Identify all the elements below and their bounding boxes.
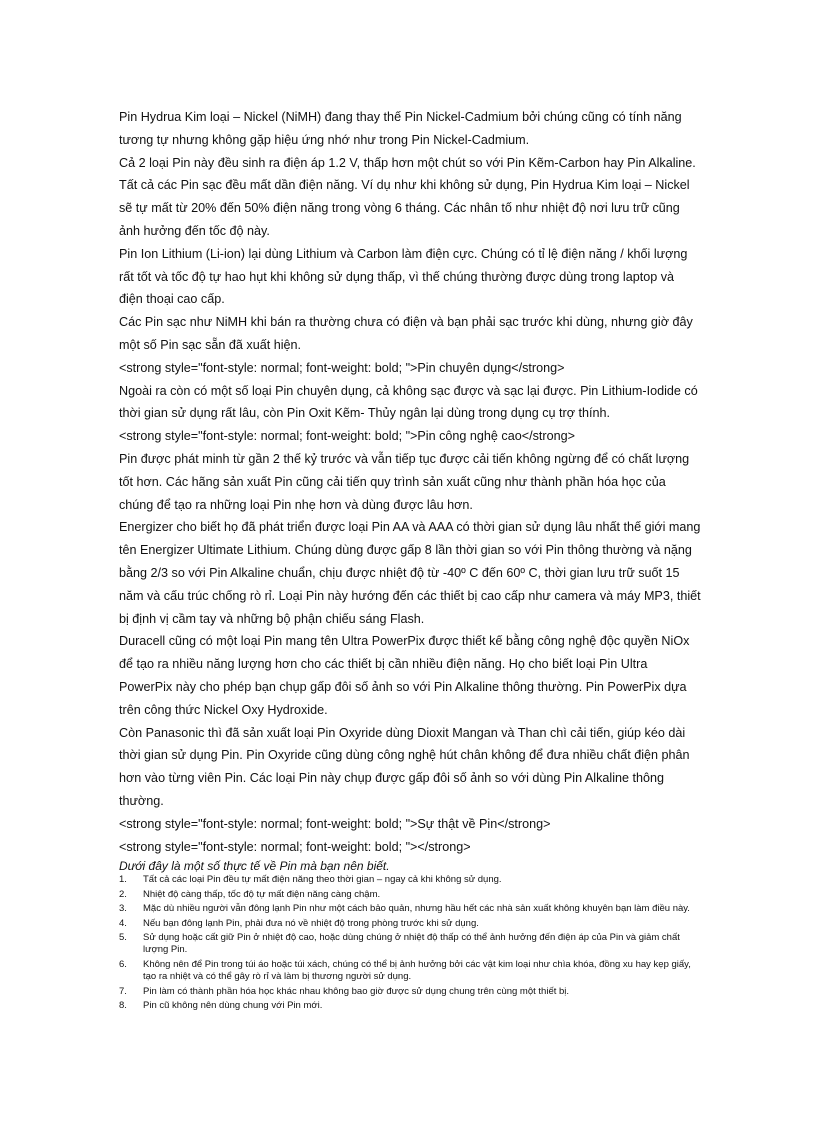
paragraph-voltage: Cả 2 loại Pin này đều sinh ra điện áp 1.2 V, thấp hơn một chút so với Pin Kẽm-Carbon hay Pin Alkaline. Tất cả các Pin sạc đều mất dần điện năng. Ví dụ như khi không sử dụng, Pin Hydrua Kim loại – Nickel sẽ tự mất từ 20% đến 50% điện năng trong vòng 6 tháng. Các nhân tố như nhiệt độ nơi lưu trữ cũng ảnh hưởng đến tốc độ này. xyxy=(119,155,696,238)
raw-heading-specialized: <strong style="font-style: normal; font-weight: bold; ">Pin chuyên dụng</strong> xyxy=(119,360,565,375)
raw-heading-facts: <strong style="font-style: normal; font-weight: bold; ">Sự thật về Pin</strong> xyxy=(119,816,551,831)
list-text: Sử dụng hoặc cất giữ Pin ở nhiệt độ cao, hoặc dùng chúng ở nhiệt độ thấp có thể ảnh hưởng đến điện áp của Pin và giảm chất lượng Pin. xyxy=(143,931,680,956)
paragraph-specialized: Ngoài ra còn có một số loại Pin chuyên dụng, cả không sạc được và sạc lại được. Pin Lithium-Iodide có thời gian sử dụng rất lâu, còn Pin Oxit Kẽm- Thủy ngân lại dùng trong dụng cụ trợ thính. xyxy=(119,383,698,421)
list-number: 3. xyxy=(119,903,127,915)
raw-heading-empty: <strong style="font-style: normal; font-weight: bold; "></strong> xyxy=(119,839,471,854)
list-number: 6. xyxy=(119,958,127,970)
list-number: 2. xyxy=(119,888,127,900)
raw-heading-hightech: <strong style="font-style: normal; font-weight: bold; ">Pin công nghệ cao</strong> xyxy=(119,429,575,444)
list-text: Mặc dù nhiều người vẫn đông lạnh Pin như một cách bảo quản, nhưng hầu hết các nhà sản xuất không khuyên bạn làm điều này. xyxy=(143,903,690,915)
list-item xyxy=(119,889,701,901)
list-text: Tất cả các loại Pin đều tự mất điện năng theo thời gian – ngay cả khi không sử dụng. xyxy=(143,874,502,886)
list-item xyxy=(119,903,701,915)
list-text: Không nên để Pin trong túi áo hoặc túi xách, chúng có thể bị ảnh hưởng bởi các vật kim loại như chìa khóa, đồng xu hay kẹp giấy, tạo ra nhiệt và có thể gây rò rỉ và làm bị thương người sử dụng. xyxy=(143,958,691,983)
paragraph-li-ion: Pin Ion Lithium (Li-ion) lại dùng Lithium và Carbon làm điện cực. Chúng có tỉ lệ điện năng / khối lượng rất tốt và tốc độ tự hao hụt khi không sử dụng thấp, vì thế chúng thường được dùng trong laptop và điện thoại cao cấp. xyxy=(119,246,688,307)
list-number: 5. xyxy=(119,931,127,943)
document-body xyxy=(119,106,701,1014)
list-item xyxy=(119,874,701,886)
list-text: Pin làm có thành phần hóa học khác nhau không bao giờ được sử dụng chung trên cùng một thiết bị. xyxy=(143,985,570,997)
paragraph-panasonic: Còn Panasonic thì đã sản xuất loại Pin Oxyride dùng Dioxit Mangan và Than chì cải tiến, giúp kéo dài thời gian sử dụng Pin. Pin Oxyride cũng dùng công nghệ hút chân không để đưa nhiều chất điện phân hơn vào từng viên Pin. Các loại Pin này chụp được gấp đôi số ảnh so với dùng Pin Alkaline thông thường. xyxy=(119,725,690,808)
list-number: 7. xyxy=(119,985,127,997)
list-number: 1. xyxy=(119,874,127,886)
list-text: Nếu bạn đông lạnh Pin, phải đưa nó về nhiệt độ trong phòng trước khi sử dụng. xyxy=(143,917,479,929)
paragraph-duracell: Duracell cũng có một loại Pin mang tên Ultra PowerPix được thiết kế bằng công nghệ độc quyền NiOx để tạo ra nhiều năng lượng hơn cho các thiết bị cần nhiều điện năng. Họ cho biết loại Pin Ultra PowerPix này cho phép bạn chụp gấp đôi số ảnh so với Pin Alkaline thông thường. Pin PowerPix dựa trên công thức Nickel Oxy Hydroxide. xyxy=(119,634,690,717)
paragraph-nimh: Pin Hydrua Kim loại – Nickel (NiMH) đang thay thế Pin Nickel-Cadmium bởi chúng cũng có tính năng tương tự nhưng không gặp hiệu ứng nhớ như trong Pin Nickel-Cadmium. xyxy=(119,110,682,147)
list-text: Nhiệt độ càng thấp, tốc độ tự mất điện năng càng chậm. xyxy=(143,888,381,900)
list-item xyxy=(119,959,701,984)
paragraph-precharged: Các Pin sạc như NiMH khi bán ra thường chưa có điện và bạn phải sạc trước khi dùng, nhưng giờ đây một số Pin sạc sẵn đã xuất hiện. xyxy=(119,315,693,352)
list-item xyxy=(119,932,701,957)
facts-intro: Dưới đây là một số thực tế về Pin mà bạn nên biết. xyxy=(119,859,390,874)
list-text: Pin cũ không nên dùng chung với Pin mới. xyxy=(143,999,323,1011)
list-item xyxy=(119,1000,701,1012)
paragraph-invention: Pin được phát minh từ gần 2 thế kỷ trước và vẫn tiếp tục được cải tiến không ngừng để có chất lượng tốt hơn. Các hãng sản xuất Pin cũng cải tiến quy trình sản xuất cũng như thành phần hóa học của chúng để tạo ra những loại Pin nhẹ hơn và dùng được lâu hơn. xyxy=(119,451,690,512)
facts-list xyxy=(119,874,701,1012)
paragraph-energizer: Energizer cho biết họ đã phát triển được loại Pin AA và AAA có thời gian sử dụng lâu nhất thế giới mang tên Energizer Ultimate Lithium. Chúng dùng được gấp 8 lần thời gian so với Pin thông thường và nặng bằng 2/3 so với Pin Alkaline chuẩn, chịu được nhiệt độ từ -40º C đến 60º C, thời gian lưu trữ suốt 15 năm và cấu trúc chống rò rỉ. Loại Pin này hướng đến các thiết bị cao cấp như camera và máy MP3, thiết bị định vị cầm tay và những bộ phận chiếu sáng Flash. xyxy=(119,520,701,626)
list-number: 8. xyxy=(119,999,127,1011)
list-item xyxy=(119,918,701,930)
list-item xyxy=(119,986,701,998)
list-number: 4. xyxy=(119,917,127,929)
